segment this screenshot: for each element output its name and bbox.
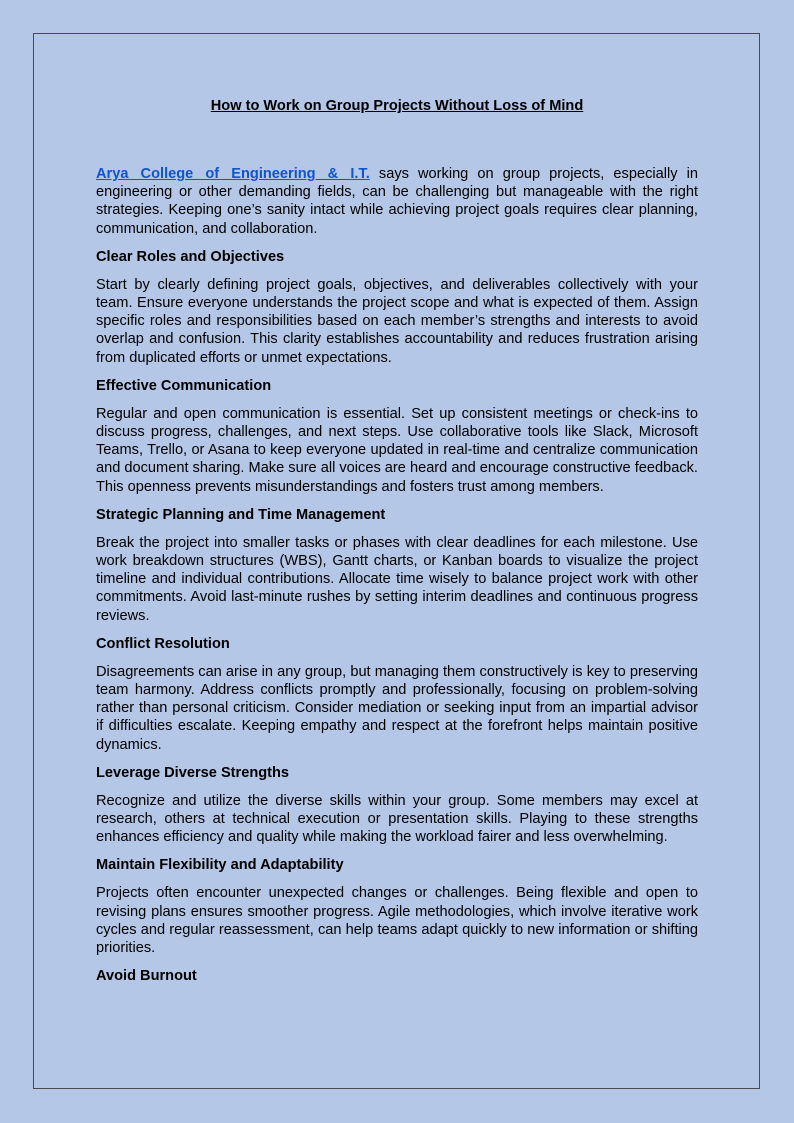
section-body-flexibility: Projects often encounter unexpected changes or challenges. Being flexible and open to revising plans ensures smoother progress. Agile methodologies, which involve iterative work cycles and regular reassessment, can help teams adapt quickly to new information or shifting priorities. [96, 885, 698, 957]
section-heading-flexibility: Maintain Flexibility and Adaptability [96, 857, 344, 874]
section-heading-roles: Clear Roles and Objectives [96, 248, 285, 265]
section-body-strengths: Recognize and utilize the diverse skills within your group. Some members may excel at research, others at technical execution or presentation skills. Playing to these strengths enhances efficiency and quality while making the workload fairer and less overwhelming. [96, 792, 698, 846]
intro-text: says working on group projects, especially in engineering or other demanding fields, can be challenging but manageable with the right strategies. Keeping one’s sanity intact while achieving project goals requires clear planning, communication, and collaboration. [96, 166, 698, 237]
section-heading-planning: Strategic Planning and Time Management [96, 506, 386, 523]
document-title: How to Work on Group Projects Without Loss of Mind [210, 98, 584, 114]
section-body-planning: Break the project into smaller tasks or phases with clear deadlines for each milestone. Use work breakdown structures (WBS), Gantt charts, or Kanban boards to visualize the project timeline and individual contributions. Allocate time wisely to balance project work with other commitments. Avoid last-minute rushes by setting interim deadlines and continuous progress reviews. [96, 534, 698, 624]
section-body-communication: Regular and open communication is essential. Set up consistent meetings or check-ins to discuss progress, challenges, and next steps. Use collaborative tools like Slack, Microsoft Teams, Trello, or Asana to keep everyone updated in real-time and centralize communication and document sharing. Make sure all voices are heard and encourage constructive feedback. This openness prevents misunderstandings and fosters trust among members. [96, 405, 698, 495]
intro-paragraph [96, 165, 698, 238]
section-body-roles: Start by clearly defining project goals, objectives, and deliverables collectively with your team. Ensure everyone understands the project scope and what is expected of them. Assign specific roles and responsibilities based on each member’s strengths and interests to avoid overlap and confusion. This clarity establishes accountability and reduces frustration arising from duplicated efforts or unmet expectations. [96, 276, 698, 366]
document-body [96, 97, 698, 995]
section-heading-strengths: Leverage Diverse Strengths [96, 764, 290, 781]
college-link[interactable]: Arya College of Engineering & I.T. [96, 166, 370, 182]
section-heading-conflict: Conflict Resolution [96, 635, 230, 652]
section-heading-burnout: Avoid Burnout [96, 968, 197, 985]
section-heading-communication: Effective Communication [96, 377, 272, 394]
section-body-conflict: Disagreements can arise in any group, but managing them constructively is key to preserving team harmony. Address conflicts promptly and professionally, focusing on problem-solving rather than personal criticism. Consider mediation or seeking input from an impartial advisor if difficulties escalate. Keeping empathy and respect at the forefront helps maintain positive dynamics. [96, 663, 698, 753]
